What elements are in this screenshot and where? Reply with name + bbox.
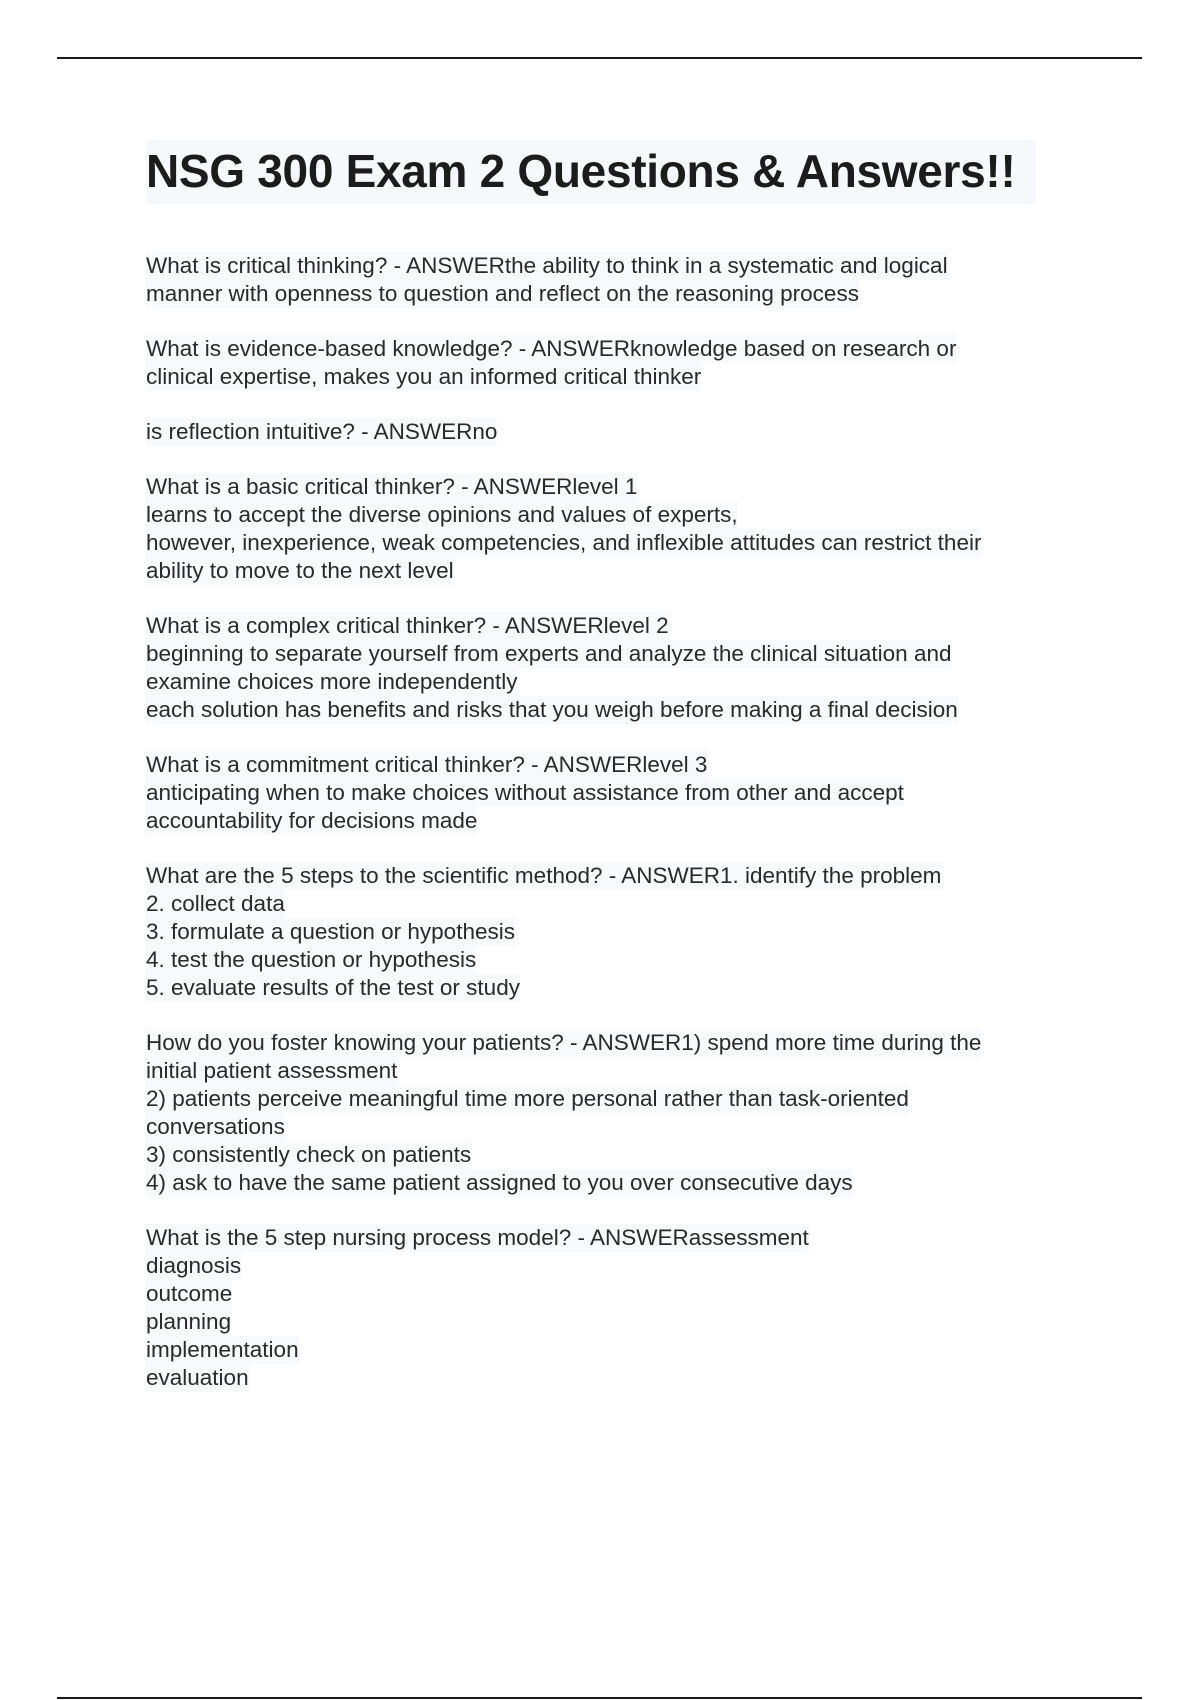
answer-line: outcome: [146, 1281, 233, 1306]
answer-line: however, inexperience, weak competencies, and inflexible attitudes can restrict their: [146, 530, 982, 555]
qa-item: [146, 862, 1106, 1002]
answer-line: 4) ask to have the same patient assigned to you over consecutive days: [146, 1170, 853, 1195]
question-line: How do you foster knowing your patients? - ANSWER1) spend more time during the: [146, 1030, 982, 1055]
page-title: NSG 300 Exam 2 Questions & Answers!!: [146, 140, 1035, 204]
qa-item: [146, 418, 1106, 446]
answer-line: 5. evaluate results of the test or study: [146, 975, 520, 1000]
qa-item: [146, 473, 1106, 585]
answer-line: evaluation: [146, 1365, 249, 1390]
answer-line: 2. collect data: [146, 891, 285, 916]
answer-line: conversations: [146, 1114, 285, 1139]
answer-line: each solution has benefits and risks that you weigh before making a final decision: [146, 697, 958, 722]
document-body: [146, 140, 1106, 1419]
top-divider: [57, 57, 1142, 59]
answer-line: diagnosis: [146, 1253, 242, 1278]
qa-item: [146, 751, 1106, 835]
qa-item: [146, 1224, 1106, 1392]
question-line: What is the 5 step nursing process model? - ANSWERassessment: [146, 1225, 809, 1250]
answer-line: planning: [146, 1309, 232, 1334]
question-line: What is critical thinking? - ANSWERthe ability to think in a systematic and logical: [146, 253, 948, 278]
question-line: What is a commitment critical thinker? - ANSWERlevel 3: [146, 752, 708, 777]
answer-line: beginning to separate yourself from experts and analyze the clinical situation and: [146, 641, 952, 666]
answer-line: implementation: [146, 1337, 299, 1362]
question-line: What is a basic critical thinker? - ANSWERlevel 1: [146, 474, 638, 499]
question-line: What is evidence-based knowledge? - ANSWERknowledge based on research or: [146, 336, 957, 361]
answer-line: anticipating when to make choices without assistance from other and accept: [146, 780, 904, 805]
qa-list: [146, 252, 1106, 1392]
answer-line: manner with openness to question and reflect on the reasoning process: [146, 281, 859, 306]
qa-item: [146, 335, 1106, 391]
qa-item: [146, 252, 1106, 308]
answer-line: 3) consistently check on patients: [146, 1142, 472, 1167]
answer-line: examine choices more independently: [146, 669, 518, 694]
answer-line: 2) patients perceive meaningful time more personal rather than task-oriented: [146, 1086, 909, 1111]
answer-line: 4. test the question or hypothesis: [146, 947, 477, 972]
bottom-divider: [57, 1697, 1142, 1699]
qa-item: [146, 1029, 1106, 1197]
question-line: is reflection intuitive? - ANSWERno: [146, 419, 498, 444]
answer-line: initial patient assessment: [146, 1058, 398, 1083]
qa-item: [146, 612, 1106, 724]
answer-line: ability to move to the next level: [146, 558, 454, 583]
answer-line: learns to accept the diverse opinions and values of experts,: [146, 502, 738, 527]
answer-line: accountability for decisions made: [146, 808, 478, 833]
question-line: What are the 5 steps to the scientific method? - ANSWER1. identify the problem: [146, 863, 942, 888]
answer-line: clinical expertise, makes you an informed critical thinker: [146, 364, 702, 389]
question-line: What is a complex critical thinker? - ANSWERlevel 2: [146, 613, 669, 638]
answer-line: 3. formulate a question or hypothesis: [146, 919, 515, 944]
